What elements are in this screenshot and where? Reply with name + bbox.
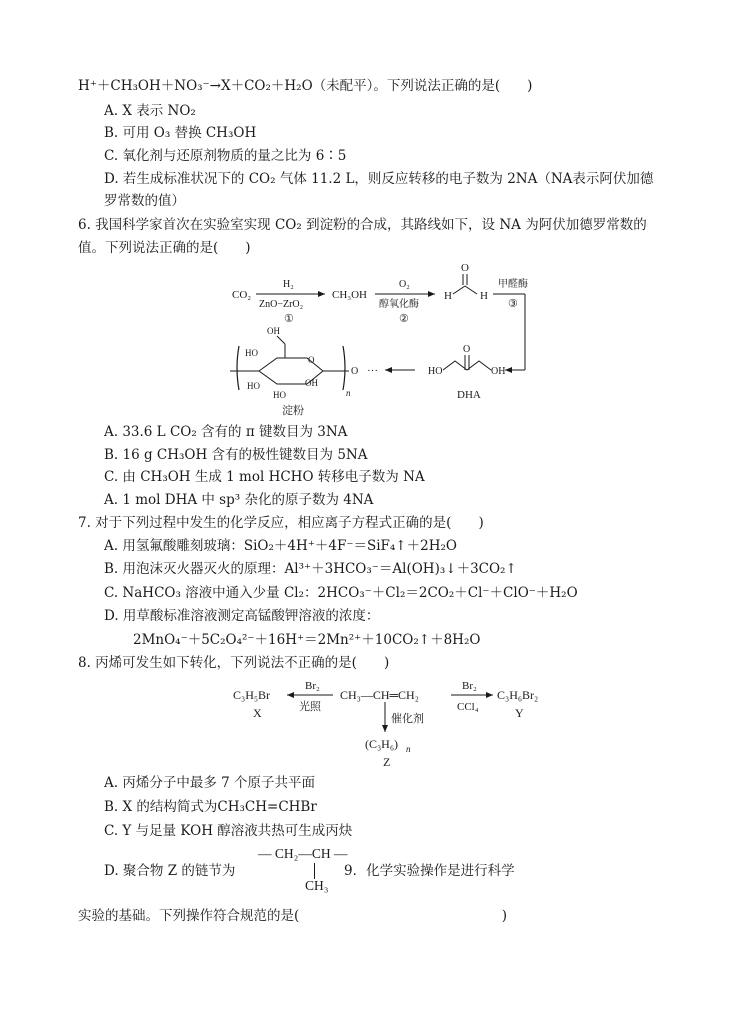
step2-marker: ② [399, 313, 409, 325]
enzyme3-label: 甲醛酶 [498, 279, 528, 290]
q5-option-a: A. X 表示 NO₂ [104, 103, 196, 119]
starch-ho-1: HO [245, 348, 258, 358]
z-repeat-unit: — CH₂—CH — [258, 846, 348, 861]
q7-option-d-equation: 2MnO₄⁻＋5C₂O₄²⁻＋16H⁺＝2Mn²⁺＋10CO₂↑＋8H₂O [133, 632, 481, 648]
q8-stem: 8. 丙烯可发生如下转化，下列说法不正确的是( ) [78, 655, 390, 671]
q8-option-d: D. 聚合物 Z 的链节为 [104, 863, 236, 879]
q8-option-a: A. 丙烯分子中最多 7 个原子共平面 [104, 775, 316, 791]
catalyst-label: 催化剂 [391, 713, 424, 725]
q8-option-c: C. Y 与足量 KOH 醇溶液共热可生成丙炔 [104, 823, 353, 839]
q6-option-c: C. 由 CH₃OH 生成 1 mol HCHO 转移电子数为 NA [104, 469, 425, 485]
q6-option-a: A. 33.6 L CO₂ 含有的 π 键数目为 3NA [104, 424, 348, 440]
starch-oh-1: OH [305, 378, 318, 388]
ring-o: O [308, 355, 315, 365]
n-subscript: n [346, 388, 351, 398]
enzyme2-label: 醇氧化酶 [379, 299, 419, 310]
starch-synthesis-diagram [225, 258, 555, 418]
q5-option-d: D. 若生成标准状况下的 CO₂ 气体 11.2 L，则反应转移的电子数为 2NA（NA表示阿伏加德 [104, 171, 654, 187]
br2-right: Br₂ [462, 680, 477, 692]
propene-formula: CH₃—CH═CH₂ [340, 688, 419, 702]
starch-oh-top: OH [267, 326, 280, 336]
q7-option-b: B. 用泡沫灭火器灭火的原理：Al³⁺＋3HCO₃⁻＝Al(OH)₃↓＋3CO₂↑ [104, 561, 517, 577]
y-formula: C₃H₆Br₂ [497, 688, 539, 702]
formaldehyde-h-right: H [480, 290, 488, 302]
co2-label: CO₂ [232, 289, 252, 301]
q6-stem-cont: 值。下列说法正确的是( ) [78, 240, 251, 256]
dha-o: O [463, 344, 471, 355]
q9-stem: 实验的基础。下列操作符合规范的是( ) [78, 908, 508, 924]
formaldehyde-h-left: H [444, 290, 452, 302]
ch3oh-label: CH₃OH [332, 289, 368, 301]
q5-option-d-cont: 罗常数的值） [104, 193, 185, 209]
q7-stem: 7. 对于下列过程中发生的化学反应，相应离子方程式正确的是( ) [78, 515, 484, 531]
q7-option-d: D. 用草酸标准溶液测定高锰酸钾溶液的浓度： [104, 608, 380, 624]
link-o: O [351, 366, 359, 377]
propene-conversion-diagram [225, 676, 565, 772]
ccl4-label: CCl₄ [457, 701, 479, 713]
formaldehyde-o: O [461, 262, 469, 274]
q5-option-c: C. 氧化剂与还原剂物质的量之比为 6∶5 [104, 148, 347, 164]
q5-stem: H⁺＋CH₃OH＋NO₃⁻→X＋CO₂＋H₂O（未配平）。下列说法正确的是( ) [78, 78, 533, 94]
q7-option-a: A. 用氢氟酸雕刻玻璃：SiO₂＋4H⁺＋4F⁻＝SiF₄↑＋2H₂O [104, 538, 457, 554]
br2-left: Br₂ [305, 680, 320, 692]
dots: ··· [367, 365, 378, 377]
y-label: Y [515, 706, 524, 720]
q6-stem: 6. 我国科学家首次在实验室实现 CO₂ 到淀粉的合成，其路线如下，设 NA 为阿伏加德罗常数的 [78, 217, 647, 233]
dha-oh: OH [491, 366, 506, 377]
starch-label: 淀粉 [282, 405, 304, 417]
step3-marker: ③ [508, 298, 518, 310]
z-repeat-unit-ch3: CH₃ [305, 878, 329, 893]
q6-option-b: B. 16 g CH₃OH 含有的极性键数目为 5NA [104, 447, 368, 463]
starch-ho-2: HO [247, 381, 260, 391]
light-label: 光照 [299, 701, 321, 713]
q9-intro: 9．化学实验操作是进行科学 [344, 863, 515, 879]
step1-marker: ① [284, 313, 294, 325]
h2-label: H₂ [283, 279, 294, 290]
q7-option-c: C. NaHCO₃ 溶液中通入少量 Cl₂：2HCO₃⁻＋Cl₂＝2CO₂＋Cl⁻＋ClO⁻＋H₂O [104, 585, 578, 601]
q5-option-b: B. 可用 O₃ 替换 CH₃OH [104, 125, 257, 141]
q6-option-d: A. 1 mol DHA 中 sp³ 杂化的原子数为 4NA [104, 492, 374, 508]
starch-ho-3: HO [273, 390, 286, 400]
z-formula: (C₃H₆) [365, 737, 399, 751]
z-label: Z [383, 755, 391, 769]
catalyst1-label: ZnO−ZrO₂ [259, 299, 304, 310]
q8-option-b: B. X 的结构简式为CH₃CH=CHBr [104, 799, 317, 815]
x-formula: C₃H₅Br [233, 688, 271, 702]
dha-label: DHA [457, 389, 481, 401]
x-label: X [253, 706, 262, 720]
z-n-subscript: n [406, 744, 411, 754]
dha-ho: HO [428, 366, 443, 377]
o2-label: O₂ [399, 279, 410, 290]
